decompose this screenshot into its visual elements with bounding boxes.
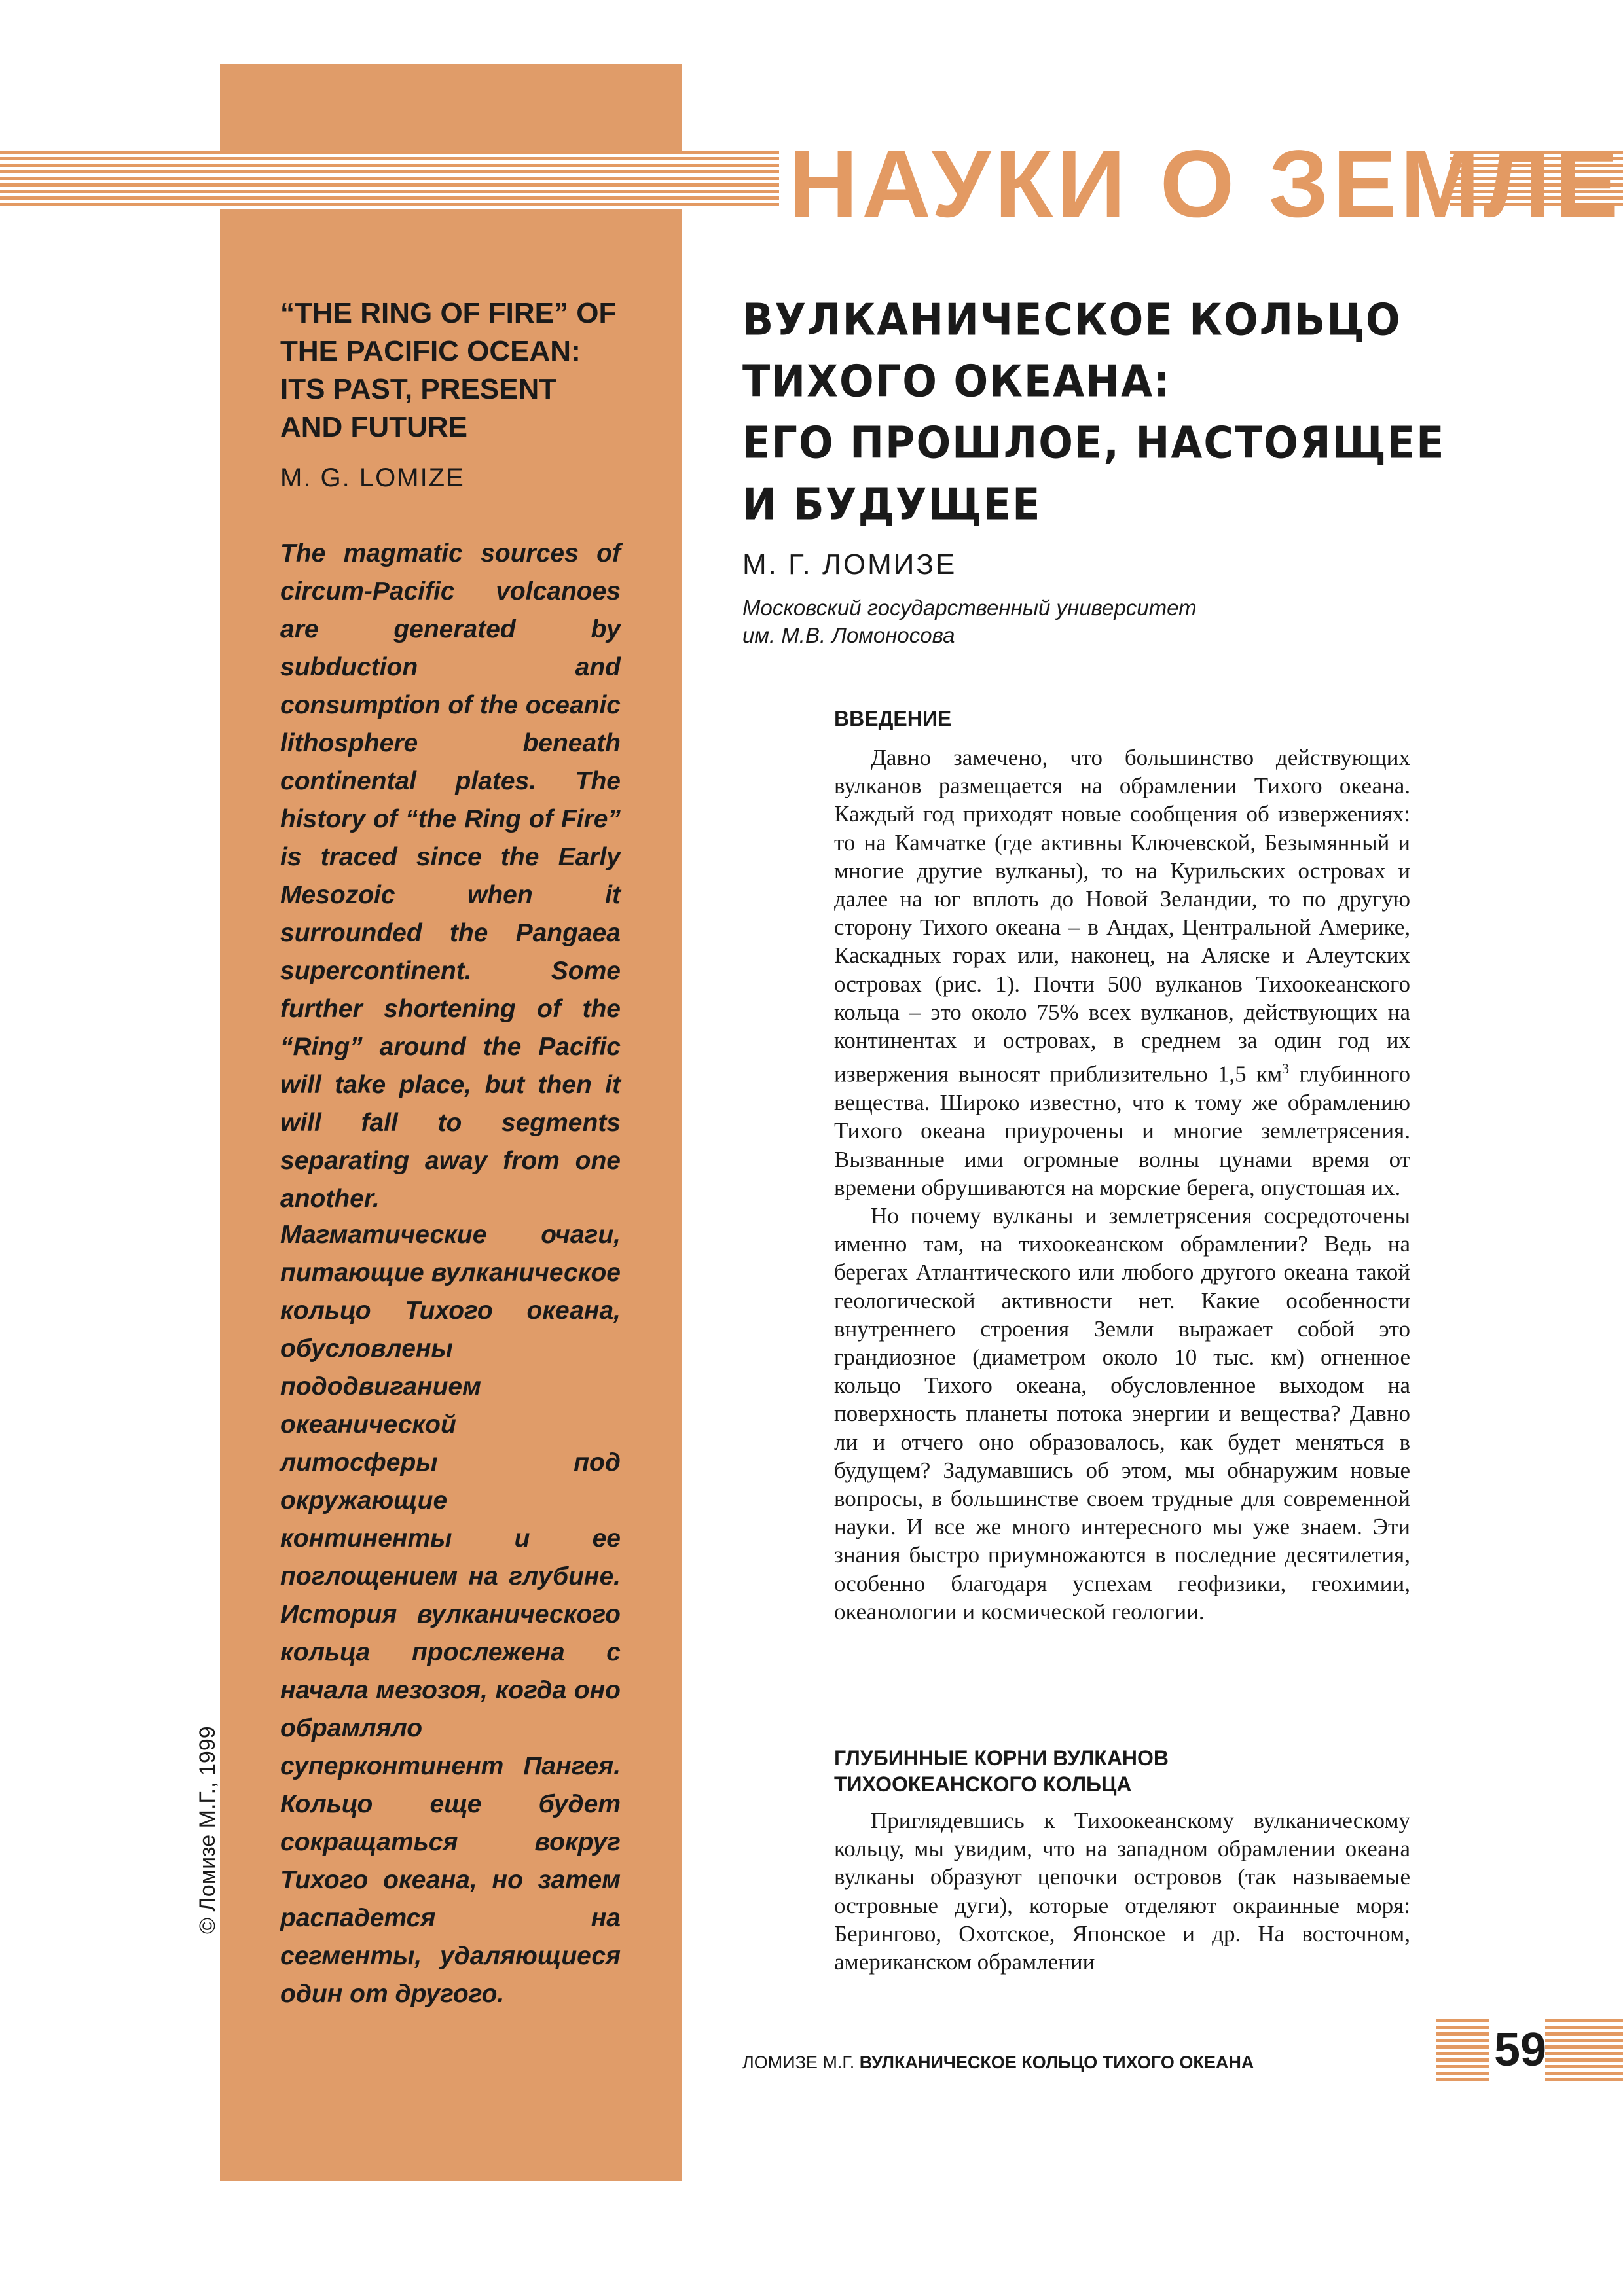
copyright-notice: © Ломизе М.Г., 1999 [195, 1726, 220, 1934]
footer-title: ВУЛКАНИЧЕСКОЕ КОЛЬЦО ТИХОГО ОКЕАНА [859, 2053, 1254, 2072]
body-paragraph: Но почему вулканы и землетрясения сосредоточены именно там, на тихоокеанском обрамлении? Ведь на берегах Атлантического или любого другого океана такой геологической активности нет. Какие особенности внутреннего строения Земли выражает собой это грандиозное (диаметром около 10 тыс. км) огненное кольцо Тихого океана, обусловленное выходом на поверхность планеты потока энергии и вещества? Давно ли и отчего оно образовалось, как будет меняться в будущем? Задумавшись об этом, мы обнаружим новые вопросы, в большинстве своем трудные для современной науки. И все же много интересного мы уже знаем. Эти знания быстро приумножаются в последние десятилетия, особенно благодаря успехам геофизики, геохимии, океанологии и космической геологии. [834, 1202, 1410, 1624]
superscript: 3 [1282, 1060, 1290, 1077]
header-stripes-left [0, 151, 779, 209]
article-title-line: ВУЛКАНИЧЕСКОЕ КОЛЬЦО [742, 293, 1402, 346]
english-author: M. G. LOMIZE [280, 463, 465, 492]
russian-abstract: Магматические очаги, питающие вулканическое кольцо Тихого океана, обусловлены пододвиганием океанической литосферы под окружающие континенты и ее поглощением на глубине. История вулканического кольца прослежена с начала мезозоя, когда оно обрамляло суперконтинент Пангея. Кольцо еще будет сокращаться вокруг Тихого океана, но затем распадется на сегменты, удаляющиеся один от другого. [280, 1221, 621, 2008]
running-footer [742, 2053, 1254, 2073]
body-paragraph [834, 744, 1410, 1202]
heading-line: ГЛУБИННЫЕ КОРНИ ВУЛКАНОВ [834, 1746, 1169, 1770]
paragraph-text: Давно замечено, что большинство действующих вулканов размещается на обрамлении Тихого океана. Каждый год приходят новые сообщения об извержениях: то на Камчатке (где активны Ключевской, Безымянный и многие другие вулканы), то на Курильских островах и далее на юг вплоть до Новой Зеландии, то по другую сторону Тихого океана – в Андах, Центральной Америке, Каскадных горах или, наконец, на Аляске и Алеутских островах (рис. 1). Почти 500 вулканов Тихоокеанского кольца – это около 75% всех вулканов, действующих на континентах и островах, в среднем за один год их извержения выносят приблизительно 1,5 км [834, 745, 1410, 1087]
roots-body [834, 1806, 1410, 1976]
article-title-line: И БУДУЩЕЕ [742, 478, 1042, 530]
affiliation-line: им. М.В. Ломоносова [742, 623, 955, 647]
english-abstract: The magmatic sources of circum-Pacific volcanoes are generated by subduction and consumption of the oceanic lithosphere beneath continental plates. The history of “the Ring of Fire” is traced since the Early Mesozoic when it surrounded the Pangaea supercontinent. Some further shortening of the “Ring” around the Pacific will take place, but then it will fall to segments separating away from one another. [280, 539, 621, 1213]
paragraph-text: глубинного вещества. Широко известно, что к тому же обрамлению Тихого океана приурочены и многие землетрясения. Вызванные ими огромные волны цунами время от времени обрушиваются на морские берега, опустошая их. [834, 1061, 1410, 1200]
section-title: НАУКИ О ЗЕМЛЕ [789, 130, 1623, 237]
page-number-stripes-left [1436, 2019, 1489, 2081]
article-title-line: ЕГО ПРОШЛОЕ, НАСТОЯЩЕЕ [742, 416, 1446, 469]
body-paragraph: Приглядевшись к Тихоокеанскому вулканическому кольцу, мы увидим, что на западном обрамлении океана вулканы образуют цепочки островов (так называемые островные дуги), которые отделяют окраинные моря: Берингово, Охотское, Японское и др. На восточном, американском обрамлении [834, 1808, 1410, 1975]
footer-author: ЛОМИЗЕ М.Г. [742, 2053, 855, 2072]
section-heading-roots [834, 1745, 1410, 1797]
article-title [742, 287, 1445, 533]
english-title: “THE RING OF FIRE” OF THE PACIFIC OCEAN: ITS PAST, PRESENT AND FUTURE [280, 297, 617, 443]
affiliation-line: Московский государственный университет [742, 596, 1197, 620]
article-author: М. Г. ЛОМИЗЕ [742, 548, 957, 581]
section-heading-introduction: ВВЕДЕНИЕ [834, 707, 952, 730]
heading-line: ТИХООКЕАНСКОГО КОЛЬЦА [834, 1772, 1132, 1796]
introduction-body [834, 744, 1410, 1626]
article-title-line: ТИХОГО ОКЕАНА: [742, 355, 1171, 407]
page-number: 59 [1494, 2024, 1547, 2076]
page-number-stripes-right [1545, 2019, 1623, 2081]
author-affiliation [742, 594, 1197, 649]
